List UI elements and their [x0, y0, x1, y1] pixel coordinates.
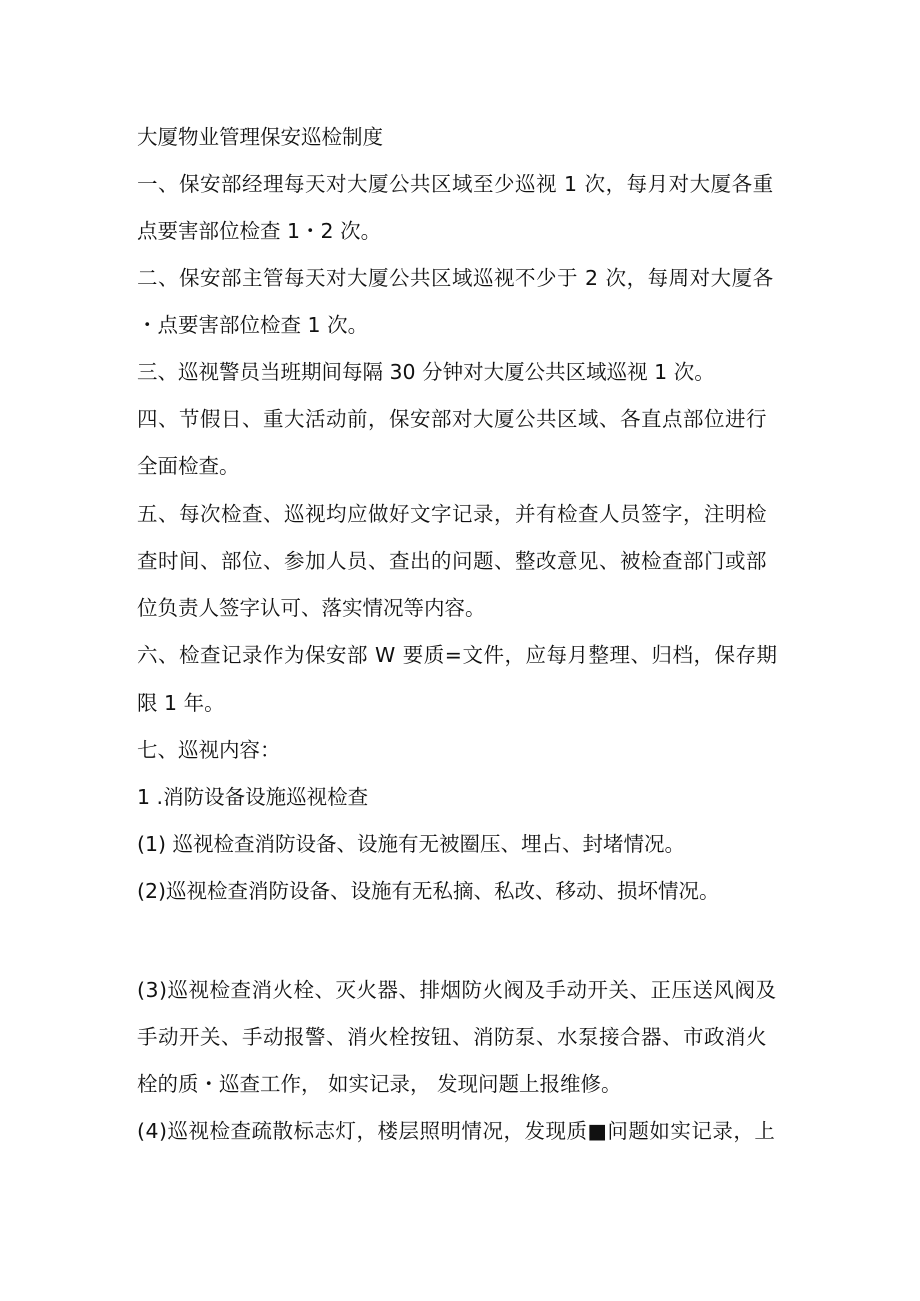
- paragraph-line: 位负责人签字认可、落实情况等内容。: [137, 596, 486, 620]
- paragraph-line: 一、保安部经理每天对大厦公共区域至少巡视 1 次，每月对大厦各重: [137, 172, 774, 196]
- paragraph-line: 二、保安部主管每天对大厦公共区域巡视不少于 2 次，每周对大厦各: [137, 266, 774, 290]
- paragraph-line: 五、每次检查、巡视均应做好文字记录，并有检查人员签字，注明检: [137, 502, 767, 526]
- paragraph-line: 点要害部位检查 1・2 次。: [137, 219, 382, 243]
- list-item: (2)巡视检查消防设备、设施有无私摘、私改、移动、损坏情况。: [137, 879, 720, 903]
- paragraph-line: ・点要害部位检查 1 次。: [137, 313, 369, 337]
- paragraph-line: 限 1 年。: [137, 691, 225, 715]
- list-item-continuation: 栓的质・巡查工作， 如实记录， 发现问题上报维修。: [137, 1072, 622, 1096]
- list-item-continuation: 手动开关、手动报警、消火栓按钮、消防泵、水泵接合器、市政消火: [137, 1025, 767, 1049]
- paragraph-line: 全面检查。: [137, 454, 240, 478]
- paragraph-line: 三、巡视警员当班期间每隔 30 分钟对大厦公共区域巡视 1 次。: [137, 360, 715, 384]
- paragraph-line: 六、检查记录作为保安部 W 要质=文件，应每月整理、归档，保存期: [137, 643, 778, 667]
- section-heading: 七、巡视内容：: [137, 738, 281, 762]
- paragraph-line: 查时间、部位、参加人员、查出的问题、整改意见、被检查部门或部: [137, 549, 767, 573]
- subsection-heading: 1 .消防设备设施巡视检查: [137, 785, 369, 809]
- paragraph-line: 四、节假日、重大活动前，保安部对大厦公共区域、各直点部位进行: [137, 407, 767, 431]
- document-title: 大厦物业管理保安巡检制度: [137, 125, 383, 149]
- list-item: (4)巡视检查疏散标志灯，楼层照明情况，发现质■问题如实记录，上: [137, 1119, 776, 1143]
- list-item: (3)巡视检查消火栓、灭火器、排烟防火阀及手动开关、正压送风阀及: [137, 978, 777, 1002]
- list-item: (1) 巡视检查消防设备、设施有无被圈压、埋占、封堵情况。: [137, 832, 686, 856]
